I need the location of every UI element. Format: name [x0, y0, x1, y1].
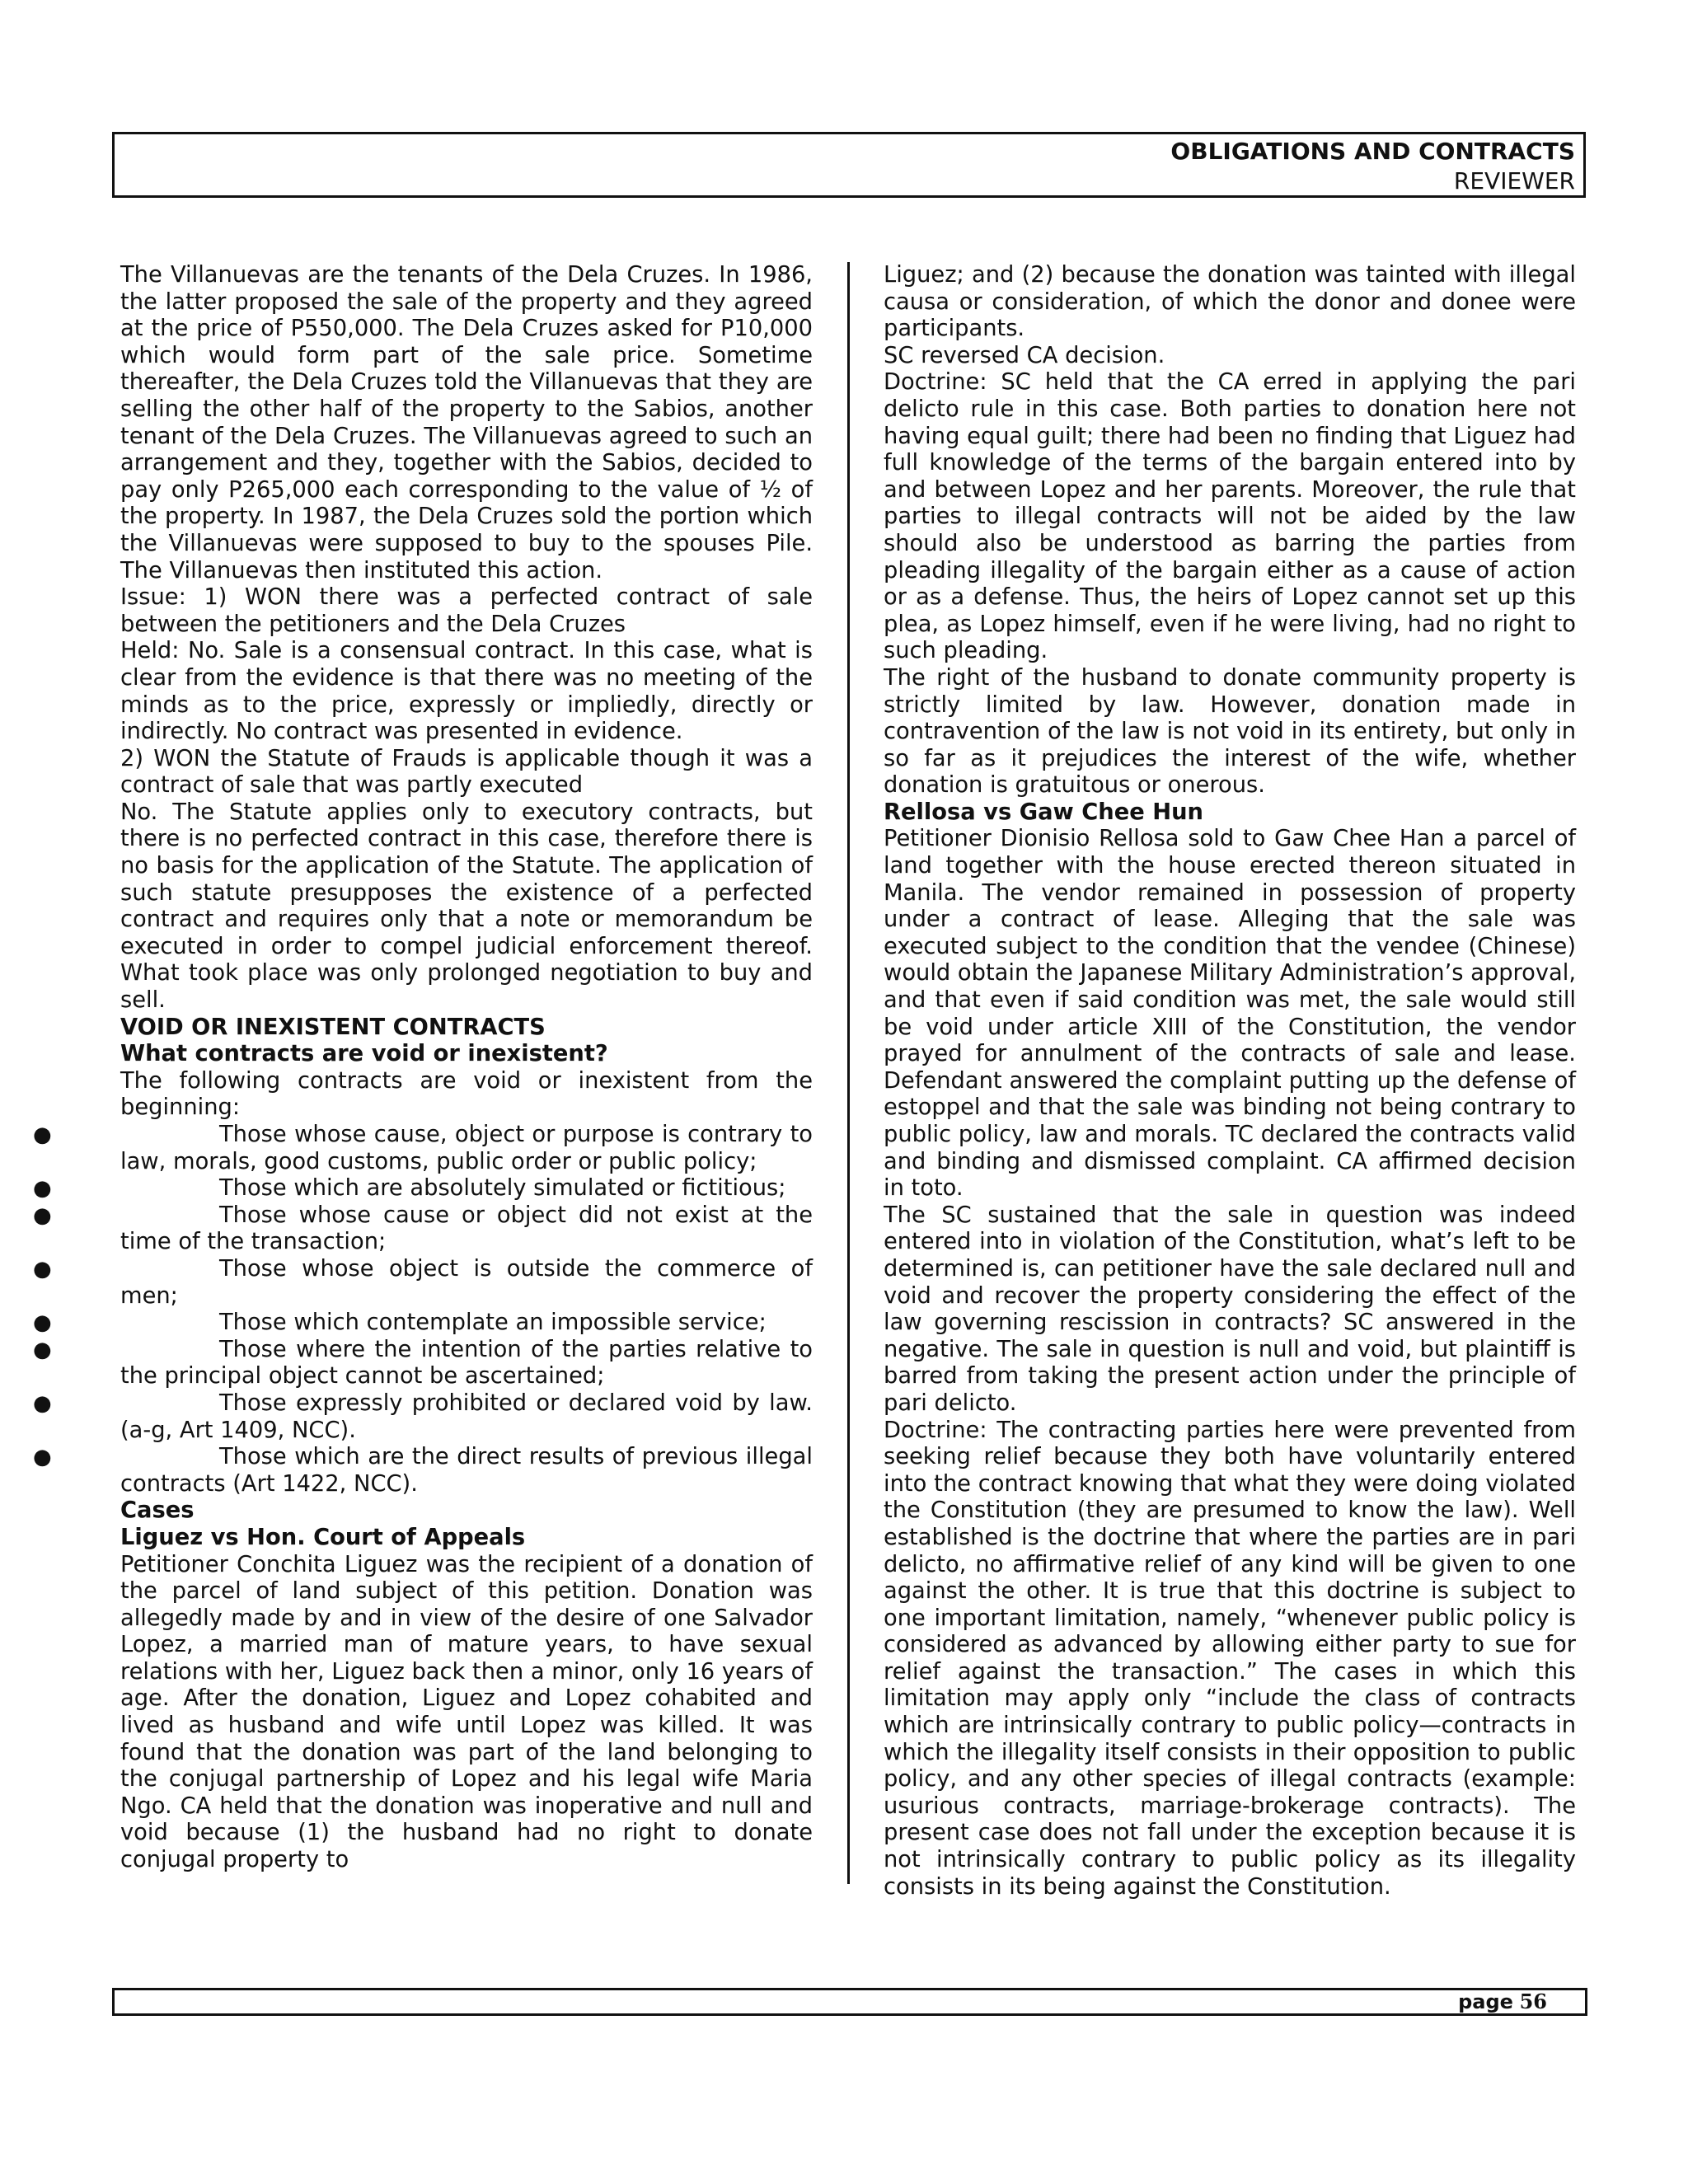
header-title: OBLIGATIONS AND CONTRACTS	[1170, 138, 1575, 165]
section-heading: VOID OR INEXISTENT CONTRACTS	[120, 1014, 546, 1040]
paragraph: 2) WON the Statute of Frauds is applicable though it was a contract of sale that was partly executed	[120, 745, 813, 799]
paragraph: Issue: 1) WON there was a perfected contract of sale between the petitioners and the Dela Cruzes	[120, 584, 813, 637]
header-subtitle: REVIEWER	[1453, 167, 1575, 194]
section-heading: Cases	[120, 1497, 195, 1524]
bullet-icon: ●	[33, 1390, 52, 1416]
bullet-icon: ●	[33, 1310, 52, 1336]
page-number	[1458, 1990, 1547, 2013]
void-contracts-list	[33, 1122, 813, 1497]
case-title: Rellosa vs Gaw Chee Hun	[884, 799, 1203, 825]
paragraph: Petitioner Dionisio Rellosa sold to Gaw Chee Han a parcel of land together with the house erected thereon situated in Manila. The vendor remained in possession of property under a contract of lease. Alleging that the sale was executed subject to the condition that the vendee (Chinese) would obtain the Japanese Military Administration’s approval, and that even if said condition was met, the sale would still be void under article XIII of the Constitution, the vendor prayed for annulment of the contracts of sale and lease. Defendant answered the complaint putting up the defense of estoppel and that the sale was binding not being contrary to public policy, law and morals. TC declared the contracts valid and binding and dismissed complaint. CA affirmed decision in toto.	[884, 826, 1576, 1202]
list-item: ● Those whose object is outside the commerce of men;	[33, 1255, 813, 1309]
bullet-icon: ●	[33, 1202, 52, 1228]
paragraph: The Villanuevas are the tenants of the Dela Cruzes. In 1986, the latter proposed the sale of the property and they agreed at the price of P550,000. The Dela Cruzes asked for P10,000 which would form part of the sale price. Sometime thereafter, the Dela Cruzes told the Villanuevas that they are selling the other half of the property to the Sabios, another tenant of the Dela Cruzes. The Villanuevas agreed to such an arrangement and they, together with the Sabios, decided to pay only P265,000 each corresponding to the value of ½ of the property. In 1987, the Dela Cruzes sold the portion which the Villanuevas were supposed to buy to the spouses Pile. The Villanuevas then instituted this action.	[120, 262, 813, 583]
footer-box	[112, 1988, 1587, 2016]
list-item: ● Those where the intention of the parties relative to the principal object cannot be ascertained;	[33, 1336, 813, 1390]
case-title: Liguez vs Hon. Court of Appeals	[120, 1524, 526, 1550]
paragraph: SC reversed CA decision.	[884, 342, 1165, 368]
list-item: ● Those which contemplate an impossible service;	[33, 1310, 767, 1336]
page-label: page	[1458, 1990, 1513, 2013]
paragraph: The SC sustained that the sale in question was indeed entered into in violation of the Constitution, what’s left to be determined is, can petitioner have the sale declared null and void and recover the property considering the effect of the law governing rescission in contracts? SC answered in the negative. The sale in question is null and void, but plaintiff is barred from taking the present action under the principle of pari delicto.	[884, 1202, 1576, 1416]
bullet-icon: ●	[33, 1256, 52, 1282]
paragraph: The right of the husband to donate community property is strictly limited by law. However, donation made in contravention of the law is not void in its entirety, but only in so far as it prejudices the interest of the wife, whether donation is gratuitous or onerous.	[884, 664, 1576, 799]
list-item: ● Those whose cause, object or purpose is contrary to law, morals, good customs, public order or public policy;	[33, 1122, 813, 1174]
column-divider	[847, 262, 850, 1884]
right-column	[884, 262, 1576, 1900]
paragraph: Liguez; and (2) because the donation was tainted with illegal causa or consideration, of which the donor and donee were participants.	[884, 262, 1576, 342]
left-column	[33, 262, 813, 1874]
bullet-icon: ●	[33, 1176, 52, 1202]
paragraph: The following contracts are void or inexistent from the beginning:	[120, 1067, 813, 1121]
list-item: ● Those expressly prohibited or declared void by law. (a-g, Art 1409, NCC).	[33, 1390, 813, 1443]
section-subheading: What contracts are void or inexistent?	[120, 1041, 608, 1067]
paragraph: Doctrine: The contracting parties here were prevented from seeking relief because they both have voluntarily entered into the contract knowing that what they were doing violated the Constitution (they are presumed to know the law). Well established is the doctrine that where the parties are in pari delicto, no affirmative relief of any kind will be given to one against the other. It is true that this doctrine is subject to one important limitation, namely, “whenever public policy is considered as advanced by allowing either party to sue for relief against the transaction.” The cases in which this limitation may apply only “include the class of contracts which are intrinsically contrary to public policy—contracts in which the illegality itself consists in their opposition to public policy, and any other species of illegal contracts (example: usurious contracts, marriage-brokerage contracts). The present case does not fall under the exception because it is not intrinsically contrary to public policy as its illegality consists in its being against the Constitution.	[884, 1417, 1576, 1900]
paragraph: Doctrine: SC held that the CA erred in applying the pari delicto rule in this case. Both parties to donation here not having equal guilt; there had been no finding that Liguez had full knowledge of the terms of the bargain entered into by and between Lopez and her parents. Moreover, the rule that parties to illegal contracts will not be aided by the law should also be understood as barring the parties from pleading illegality of the bargain either as a cause of action or as a defense. Thus, the heirs of Lopez cannot set up this plea, as Lopez himself, even if he were living, had no right to such pleading.	[884, 369, 1576, 664]
paragraph: No. The Statute applies only to executory contracts, but there is no perfected contract in this case, therefore there is no basis for the application of the Statute. The application of such statute presupposes the existence of a perfected contract and requires only that a note or memorandum be executed in order to compel judicial enforcement thereof. What took place was only prolonged negotiation to buy and sell.	[120, 799, 813, 1014]
paragraph: Held: No. Sale is a consensual contract. In this case, what is clear from the evidence is that there was no meeting of the minds as to the price, expressly or impliedly, directly or indirectly. No contract was presented in evidence.	[120, 638, 813, 745]
page-number-value: 56	[1519, 1990, 1547, 2013]
list-item: ● Those which are the direct results of previous illegal contracts (Art 1422, NCC).	[33, 1444, 813, 1497]
bullet-icon: ●	[33, 1445, 52, 1470]
list-item: ● Those which are absolutely simulated or fictitious;	[33, 1175, 786, 1202]
bullet-icon: ●	[33, 1337, 52, 1362]
bullet-icon: ●	[33, 1122, 52, 1147]
header-box	[112, 132, 1586, 198]
list-item: ● Those whose cause or object did not exist at the time of the transaction;	[33, 1202, 813, 1255]
paragraph: Petitioner Conchita Liguez was the recipient of a donation of the parcel of land subject of this petition. Donation was allegedly made by and in view of the desire of one Salvador Lopez, a married man of mature years, to have sexual relations with her, Liguez back then a minor, only 16 years of age. After the donation, Liguez and Lopez cohabited and lived as husband and wife until Lopez was killed. It was found that the donation was part of the land belonging to the conjugal partnership of Lopez and his legal wife Maria Ngo. CA held that the donation was inoperative and null and void because (1) the husband had no right to donate conjugal property to	[120, 1551, 813, 1873]
